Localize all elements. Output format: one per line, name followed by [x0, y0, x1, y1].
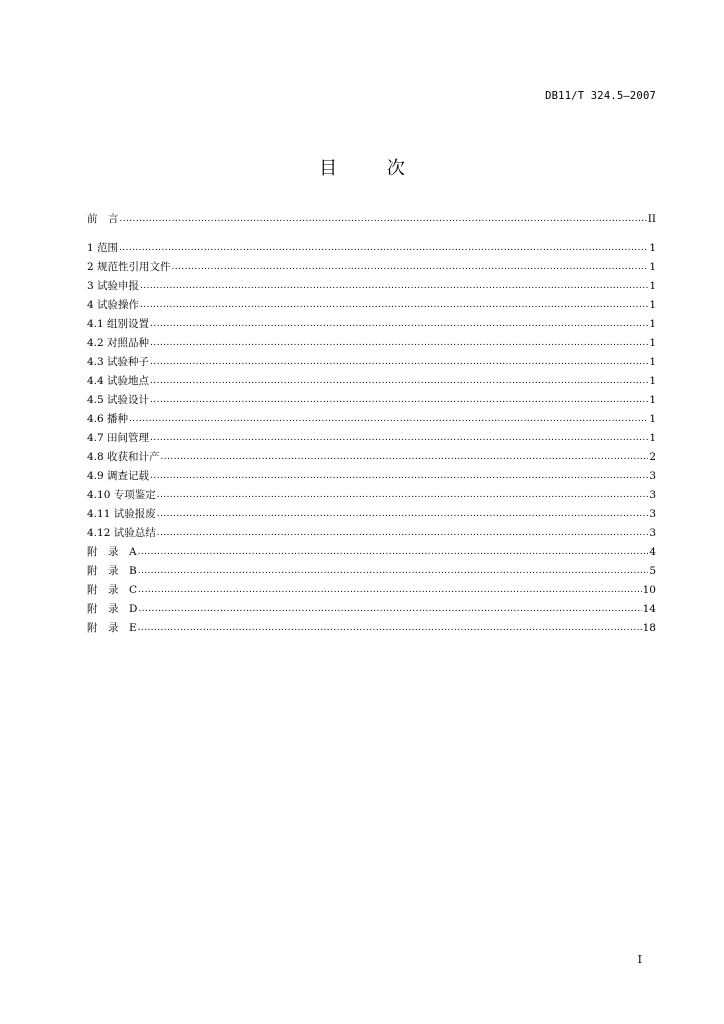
toc-entry-page: 3 — [649, 527, 656, 539]
toc-entry-label: 附 录 E — [87, 622, 137, 634]
toc-dot-leader — [138, 543, 649, 562]
toc-entry[interactable] — [87, 543, 656, 562]
toc-entry[interactable] — [87, 296, 656, 315]
toc-entry-label: 4.10 专项鉴定 — [87, 489, 156, 501]
toc-entry-page: 1 — [649, 242, 656, 254]
toc-entry[interactable] — [87, 277, 656, 296]
toc-entry-page: 3 — [649, 470, 656, 482]
toc-dot-leader — [150, 429, 648, 448]
toc-entry-page: 10 — [642, 584, 656, 596]
toc-entry[interactable] — [87, 353, 656, 372]
toc-entry-label: 2 规范性引用文件 — [87, 261, 171, 273]
toc-entry[interactable] — [87, 372, 656, 391]
toc-entry-label: 4.6 播种 — [87, 413, 129, 425]
toc-entry-page: 14 — [642, 603, 656, 615]
toc-entry-page: 4 — [649, 546, 656, 558]
toc-entry-page: 3 — [649, 508, 656, 520]
toc-entry-page: 1 — [649, 337, 656, 349]
toc-dot-leader — [157, 505, 649, 524]
toc-entry[interactable] — [87, 619, 656, 638]
toc-entry[interactable] — [87, 467, 656, 486]
toc-entry-label: 附 录 A — [87, 546, 137, 558]
toc-entry[interactable] — [87, 239, 656, 258]
toc-entry-page: 1 — [649, 299, 656, 311]
toc-entry-label: 4.3 试验种子 — [87, 356, 150, 368]
toc-entry[interactable] — [87, 448, 656, 467]
toc-dot-leader — [172, 258, 649, 277]
page-title: 目 次 — [319, 158, 427, 179]
toc-entry-page: 1 — [649, 280, 656, 292]
toc-entry-page: 1 — [649, 356, 656, 368]
toc-entry-label: 4.4 试验地点 — [87, 375, 150, 387]
toc-entry[interactable] — [87, 486, 656, 505]
toc-dot-leader — [150, 391, 648, 410]
toc-entry[interactable] — [87, 600, 656, 619]
toc-entry-page: II — [647, 213, 656, 225]
toc-entry-label: 4 试验操作 — [87, 299, 140, 311]
page-number: I — [637, 953, 642, 966]
toc-dot-leader — [150, 334, 648, 353]
toc-dot-leader — [140, 277, 648, 296]
toc-entry[interactable] — [87, 258, 656, 277]
toc-entry-label: 4.1 组别设置 — [87, 318, 150, 330]
document-code: DB11/T 324.5—2007 — [545, 90, 656, 102]
toc-entry[interactable] — [87, 391, 656, 410]
toc-entry-page: 1 — [649, 318, 656, 330]
toc-dot-leader — [138, 562, 649, 581]
toc-entry-page: 2 — [649, 451, 656, 463]
toc-entry[interactable] — [87, 315, 656, 334]
toc-entry-page: 1 — [649, 261, 656, 273]
toc-dot-leader — [157, 486, 649, 505]
toc-dot-leader — [150, 353, 648, 372]
toc-entry-label: 4.8 收获和计产 — [87, 451, 160, 463]
toc-entry-label: 附 录 B — [87, 565, 137, 577]
toc-entry-label: 1 范围 — [87, 242, 119, 254]
toc-entry[interactable] — [87, 210, 656, 229]
toc-entry[interactable] — [87, 581, 656, 600]
toc-dot-leader — [150, 372, 648, 391]
toc-entry-label: 4.5 试验设计 — [87, 394, 150, 406]
toc-entry-label: 3 试验申报 — [87, 280, 140, 292]
toc-entry-page: 1 — [649, 375, 656, 387]
toc-dot-leader — [138, 581, 642, 600]
toc-dot-leader — [150, 467, 648, 486]
toc-entry-label: 4.12 试验总结 — [87, 527, 156, 539]
toc-entry[interactable] — [87, 429, 656, 448]
toc-entry[interactable] — [87, 505, 656, 524]
toc-entry-page: 1 — [649, 432, 656, 444]
toc-entry-label: 前 言 — [87, 213, 119, 225]
toc-entry-page: 1 — [649, 413, 656, 425]
toc-entry-label: 附 录 D — [87, 603, 138, 615]
toc-entry[interactable] — [87, 334, 656, 353]
toc-entry-label: 4.9 调查记载 — [87, 470, 150, 482]
toc-dot-leader — [120, 210, 647, 229]
toc-entry[interactable] — [87, 562, 656, 581]
toc-dot-leader — [150, 315, 648, 334]
toc-entry-label: 附 录 C — [87, 584, 138, 596]
toc-entry[interactable] — [87, 410, 656, 429]
toc-entry-page: 5 — [649, 565, 656, 577]
toc-dot-leader — [140, 296, 648, 315]
toc-dot-leader — [157, 524, 649, 543]
toc-entry-page: 18 — [642, 622, 656, 634]
toc-dot-leader — [161, 448, 649, 467]
toc-entry-page: 3 — [649, 489, 656, 501]
toc-dot-leader — [129, 410, 648, 429]
toc-entry-label: 4.11 试验报废 — [87, 508, 156, 520]
toc-entry-label: 4.7 田间管理 — [87, 432, 150, 444]
toc-entry[interactable] — [87, 524, 656, 543]
toc-dot-leader — [138, 600, 641, 619]
toc-dot-leader — [138, 619, 642, 638]
table-of-contents — [87, 210, 656, 638]
toc-entry-page: 1 — [649, 394, 656, 406]
toc-entry-label: 4.2 对照品种 — [87, 337, 150, 349]
toc-dot-leader — [119, 239, 648, 258]
